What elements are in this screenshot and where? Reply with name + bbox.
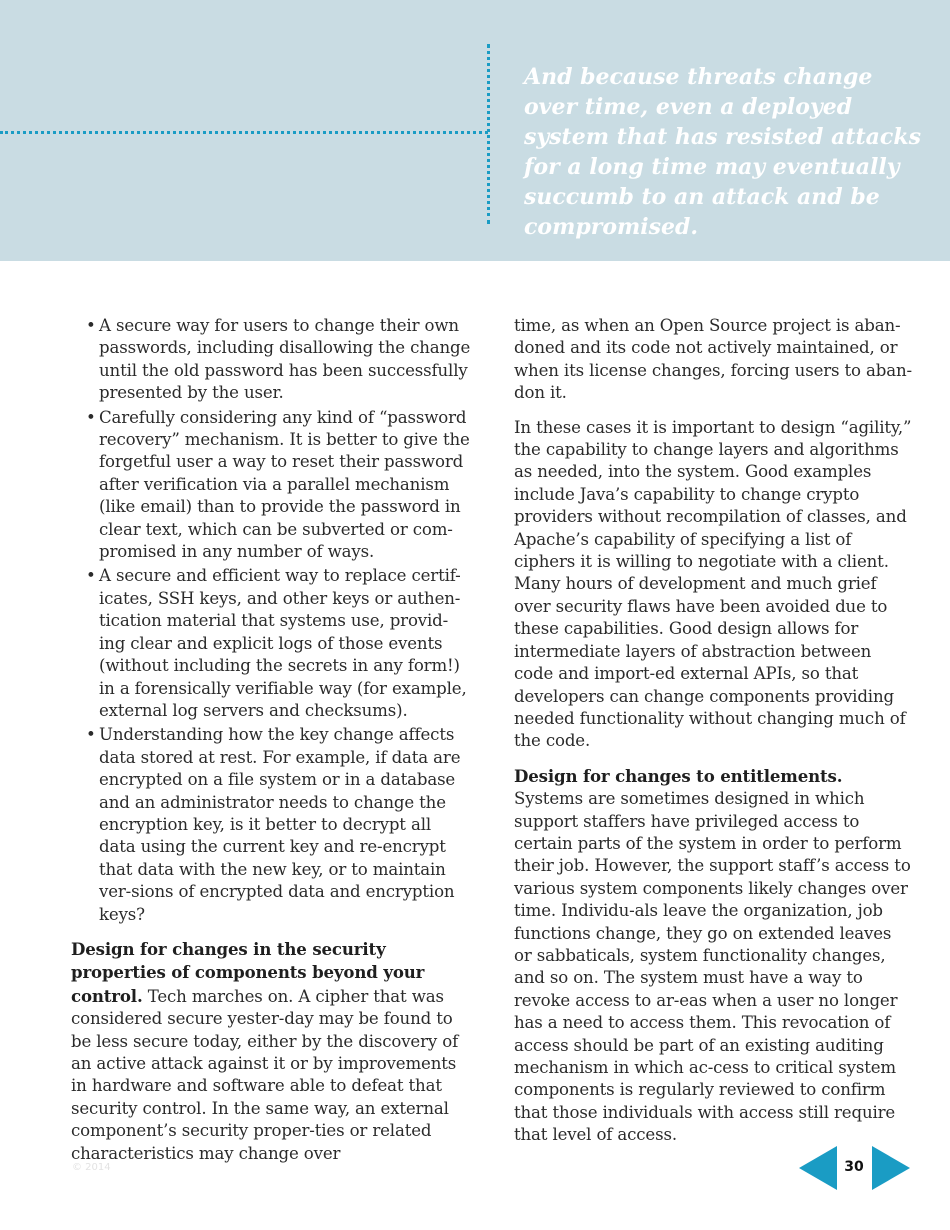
list-item: • Understanding how the key change affects data stored at rest. For example, if data are encrypted on a file system or in a database and an administrator needs to change the encryption key, is it better to decrypt all data using the current key and re-encrypt that data with the new key, or to maintain ver-sions of encrypted data and encryption keys? (71, 724, 471, 926)
copyright-notice: © 2014 (72, 1162, 111, 1173)
paragraph (71, 938, 471, 1165)
triangle-left-icon[interactable] (799, 1146, 837, 1190)
paragraph: In these cases it is important to design “agility,” the capability to change layers and algorithms as needed, into the system. Good examples include Java’s capability to change crypto providers without recompilation of classes, and Apache’s capability of specifying a list of ciphers it is willing to negotiate with a client. Many hours of development and much grief over security flaws have been avoided due to these capabilities. Good design allows for intermediate layers of abstraction between code and import-ed external APIs, so that developers can change components providing needed functionality without changing much of the code. (514, 417, 912, 751)
bullet-list (71, 315, 471, 926)
header-banner (0, 0, 950, 261)
paragraph-body: Systems are sometimes designed in which support staffers have privileged access to certain parts of the system in order to perform their job. However, the support staff’s access to various system components likely changes over time. Individu-als leave the organization, job functions change, they go on extended leaves or sabbaticals, system functionality changes, and so on. The system must have a way to revoke access to ar-eas when a user no longer has a need to access them. This revocation of access should be part of an existing auditing mechanism in which ac-cess to critical system components is regularly reviewed to confirm that those individuals with access still require that level of access. (514, 789, 911, 1145)
paragraph (514, 765, 914, 1147)
paragraph: time, as when an Open Source project is aban-doned and its code not actively maintained, or when its license changes, forcing users to aban-don it. (514, 316, 912, 403)
list-item: • A secure and efficient way to replace certif-icates, SSH keys, and other keys or authen-tication material that systems use, provid-ing clear and explicit logs of those events (without including the secrets in any form!) in a forensically verifiable way (for example, external log servers and checksums). (71, 565, 471, 722)
section-heading: Design for changes to entitlements. (514, 765, 843, 786)
vertical-dotted-rule (487, 44, 490, 224)
section-heading: Design for changes in the security properties of components beyond your control. (71, 938, 425, 1006)
triangle-right-icon[interactable] (872, 1146, 910, 1190)
list-item: • Carefully considering any kind of “password recovery” mechanism. It is better to give the forgetful user a way to reset their password after verification via a parallel mechanism (like email) than to provide the password in clear text, which can be subverted or com-promised in any number of ways. (71, 407, 471, 564)
left-column (71, 315, 471, 1177)
paragraph-body: Tech marches on. A cipher that was considered secure yester-day may be found to be less secure today, either by the discovery of an active attack against it or by improvements in hardware and software able to defeat that security control. In the same way, an external component’s security proper-ties or related characteristics may change over (71, 986, 459, 1163)
list-item: • A secure way for users to change their own passwords, including disallowing the change until the old password has been successfully presented by the user. (71, 315, 471, 405)
horizontal-dotted-rule (0, 131, 488, 134)
right-column (514, 315, 914, 1159)
page-number: 30 (844, 1159, 864, 1175)
pull-quote: And because threats change over time, even a deployed system that has resisted attacks for a long time may eventually succumb to an attack and be compromised. (524, 64, 921, 240)
